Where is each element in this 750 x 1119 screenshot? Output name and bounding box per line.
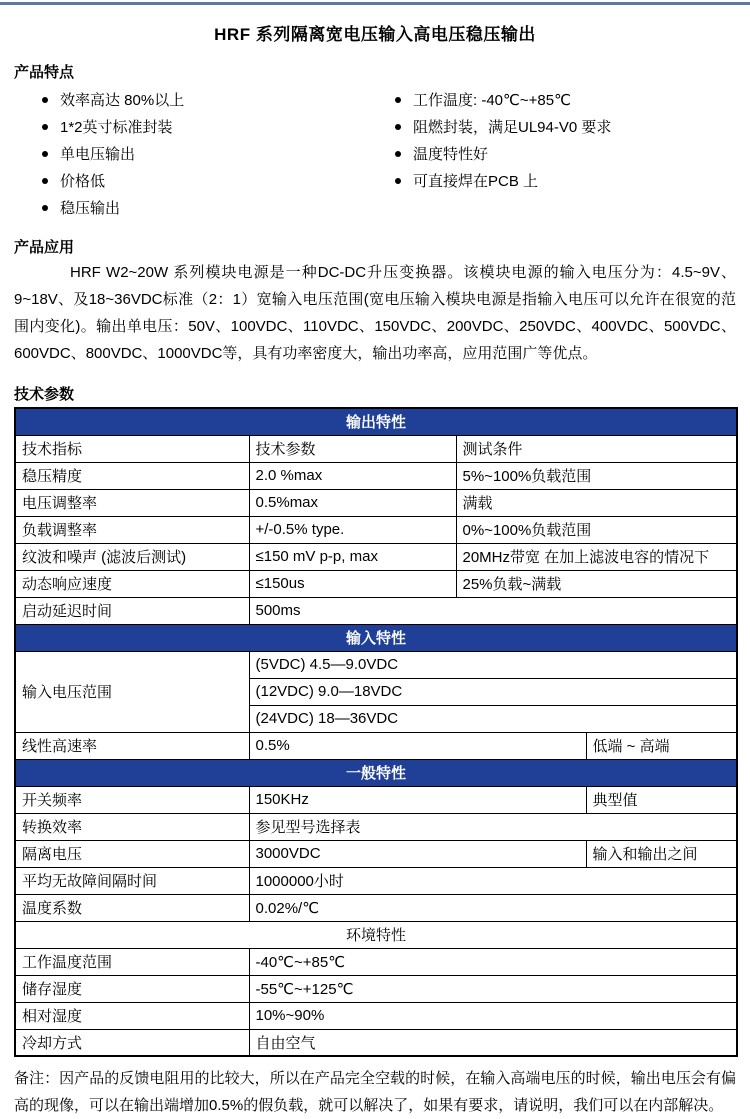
spec-value-cell: 1000000小时	[249, 867, 737, 894]
spec-value-cell: ≤150 mV p-p, max	[249, 543, 456, 570]
spec-row	[15, 1002, 737, 1029]
table-header-row	[15, 435, 737, 462]
input-voltage-range-value: (5VDC) 4.5—9.0VDC	[249, 651, 737, 678]
spec-value-cell: 0.02%/℃	[249, 894, 737, 921]
spec-value-cell: 3000VDC	[249, 840, 586, 867]
spec-label-cell: 纹波和噪声 (滤波后测试)	[15, 543, 249, 570]
note-paragraph: 备注：因产品的反馈电阻用的比较大，所以在产品完全空载的时候，在输入高端电压的时候，输出电压会有偏高的现像，可以在输出端增加0.5%的假负载，就可以解决了，如果有要求，请说明，我们可以在内部解决。	[14, 1070, 736, 1114]
bullet-icon	[395, 124, 401, 130]
spec-row	[15, 894, 737, 921]
spec-row	[15, 786, 737, 813]
band-output-characteristics: 输出特性	[15, 408, 737, 435]
spec-row	[15, 867, 737, 894]
spec-row	[15, 948, 737, 975]
spec-row	[15, 975, 737, 1002]
bullet-icon	[42, 97, 48, 103]
feature-label: 稳压输出	[60, 200, 121, 217]
spec-label-cell: 负载调整率	[15, 516, 249, 543]
spec-label-cell: 相对湿度	[15, 1002, 249, 1029]
feature-item	[14, 194, 395, 221]
feature-label: 价格低	[60, 173, 106, 190]
spec-value-cell: -55℃~+125℃	[249, 975, 737, 1002]
feature-label: 阻燃封装，满足UL94-V0 要求	[413, 119, 612, 136]
spec-row	[15, 516, 737, 543]
spec-condition-cell: 5%~100%负载范围	[456, 462, 737, 489]
bullet-icon	[42, 124, 48, 130]
spec-label-cell: 工作温度范围	[15, 948, 249, 975]
feature-list-right	[395, 86, 736, 194]
feature-item	[14, 140, 395, 167]
feature-label: 效率高达 80%以上	[60, 92, 185, 109]
application-paragraph: HRF W2~20W 系列模块电源是一种DC-DC升压变换器。该模块电源的输入电压分为：4.5~9V、9~18V、及18~36VDC标准（2：1）宽输入电压范围(宽电压输入模块电源是指输入电压可以允许在很宽的范围内变化)。输出单电压：50V、100VDC、110VDC、150VDC、200VDC、250VDC、400VDC、500VDC、600VDC、800VDC、1000VDC等，具有功率密度大，输出功率高，应用范围广等优点。	[14, 264, 736, 362]
spec-condition-cell: 输入和输出之间	[586, 840, 737, 867]
column-header-parameter: 技术参数	[249, 435, 456, 462]
spec-row	[15, 1029, 737, 1056]
spec-value-cell: ≤150us	[249, 570, 456, 597]
section-product-application	[14, 236, 736, 367]
feature-list-left	[14, 86, 395, 221]
spec-row	[15, 570, 737, 597]
feature-item	[14, 86, 395, 113]
spec-condition-cell: 20MHz带宽 在加上滤波电容的情况下	[456, 543, 737, 570]
spec-label-cell: 温度系数	[15, 894, 249, 921]
feature-item	[14, 167, 395, 194]
bullet-icon	[42, 151, 48, 157]
feature-label: 1*2英寸标准封装	[60, 119, 173, 136]
spec-value-cell: 2.0 %max	[249, 462, 456, 489]
bullet-icon	[395, 151, 401, 157]
feature-item	[395, 86, 736, 113]
spec-label-cell: 开关频率	[15, 786, 249, 813]
spec-row	[15, 840, 737, 867]
spec-label-cell: 电压调整率	[15, 489, 249, 516]
feature-label: 单电压输出	[60, 146, 136, 163]
spec-condition-cell: 低端 ~ 高端	[586, 732, 737, 759]
spec-condition-cell: 0%~100%负载范围	[456, 516, 737, 543]
bullet-icon	[395, 97, 401, 103]
band-general-characteristics: 一般特性	[15, 759, 737, 786]
spec-label-cell: 转换效率	[15, 813, 249, 840]
spec-row	[15, 462, 737, 489]
spec-label-cell: 冷却方式	[15, 1029, 249, 1056]
section-heading-product-application: 产品应用	[14, 239, 75, 256]
bullet-icon	[42, 205, 48, 211]
feature-item	[395, 113, 736, 140]
spec-label-cell: 线性高速率	[15, 732, 249, 759]
feature-label: 温度特性好	[413, 146, 489, 163]
spec-value-cell: 0.5%max	[249, 489, 456, 516]
spec-label-cell: 动态响应速度	[15, 570, 249, 597]
spec-value-cell: 150KHz	[249, 786, 586, 813]
feature-item	[395, 167, 736, 194]
specs-table	[14, 407, 738, 1057]
section-technical-parameters	[14, 383, 736, 1057]
spec-row	[15, 597, 737, 624]
spec-value-cell: -40℃~+85℃	[249, 948, 737, 975]
spec-label-cell: 稳压精度	[15, 462, 249, 489]
feature-label: 工作温度: -40℃~+85℃	[413, 92, 571, 109]
spec-condition-cell: 典型值	[586, 786, 737, 813]
spec-row	[15, 813, 737, 840]
feature-item	[395, 140, 736, 167]
spec-label-cell: 隔离电压	[15, 840, 249, 867]
band-input-characteristics: 输入特性	[15, 624, 737, 651]
section-heading-technical-parameters: 技术参数	[14, 386, 75, 403]
spec-row	[15, 489, 737, 516]
bullet-icon	[42, 178, 48, 184]
spec-row	[15, 651, 737, 678]
page-title: HRF 系列隔离宽电压输入高电压稳压输出	[214, 25, 536, 44]
spec-condition-cell: 满载	[456, 489, 737, 516]
bullet-icon	[395, 178, 401, 184]
input-voltage-range-value: (12VDC) 9.0—18VDC	[249, 678, 737, 705]
spec-label-cell: 启动延迟时间	[15, 597, 249, 624]
column-header-condition: 测试条件	[456, 435, 737, 462]
document-page	[0, 2, 750, 1119]
column-header-indicator: 技术指标	[15, 435, 249, 462]
feature-label: 可直接焊在PCB 上	[413, 173, 539, 190]
feature-item	[14, 113, 395, 140]
spec-value-cell: 500ms	[249, 597, 737, 624]
spec-row	[15, 543, 737, 570]
band-environmental-characteristics: 环境特性	[15, 921, 737, 948]
spec-value-cell: 10%~90%	[249, 1002, 737, 1029]
spec-label-cell: 储存湿度	[15, 975, 249, 1002]
spec-value-cell: 参见型号选择表	[249, 813, 737, 840]
input-voltage-range-label: 输入电压范围	[15, 651, 249, 732]
spec-row	[15, 732, 737, 759]
spec-value-cell: 自由空气	[249, 1029, 737, 1056]
spec-condition-cell: 25%负载~满载	[456, 570, 737, 597]
top-divider	[0, 2, 750, 5]
spec-value-cell: 0.5%	[249, 732, 586, 759]
section-product-features	[14, 61, 736, 221]
input-voltage-range-value: (24VDC) 18—36VDC	[249, 705, 737, 732]
spec-label-cell: 平均无故障间隔时间	[15, 867, 249, 894]
section-heading-product-features: 产品特点	[14, 64, 75, 81]
spec-value-cell: +/-0.5% type.	[249, 516, 456, 543]
